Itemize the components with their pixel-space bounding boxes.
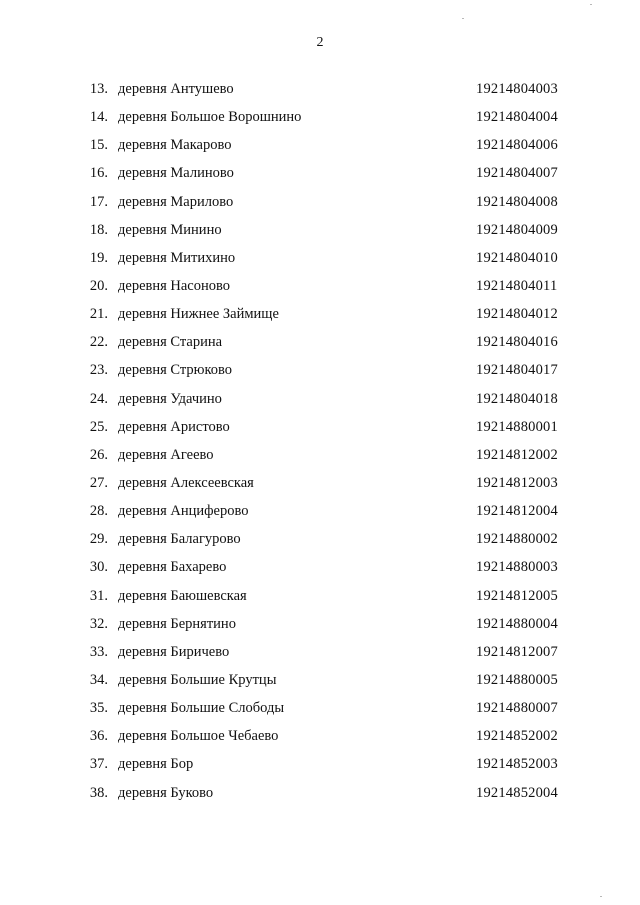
settlement-code: 19214880005 [476, 671, 558, 688]
row-number: 27. [89, 474, 108, 491]
settlement-code: 19214804012 [476, 306, 558, 323]
row-number: 22. [89, 334, 108, 351]
settlement-code: 19214880001 [476, 418, 558, 435]
row-number: 15. [89, 137, 108, 154]
settlement-code: 19214804017 [476, 362, 558, 379]
row-number: 23. [89, 362, 108, 379]
list-item [0, 164, 640, 192]
row-number: 14. [89, 109, 108, 126]
list-item [0, 558, 640, 586]
row-number: 29. [89, 531, 108, 548]
row-number: 33. [89, 643, 108, 660]
list-item [0, 361, 640, 389]
settlement-name: деревня Анциферово [118, 503, 249, 520]
settlement-name: деревня Буково [118, 784, 214, 801]
list-item [0, 446, 640, 474]
list-item [0, 333, 640, 361]
settlement-name: деревня Бор [118, 756, 194, 773]
settlement-name: деревня Марилово [118, 193, 234, 210]
list-item [0, 755, 640, 783]
row-number: 32. [89, 615, 108, 632]
settlement-code: 19214804016 [476, 334, 558, 351]
page-number: 2 [316, 35, 324, 50]
settlement-code: 19214804009 [476, 221, 558, 238]
list-item [0, 305, 640, 333]
settlement-name: деревня Баюшевская [118, 587, 247, 604]
settlement-name: деревня Бернятино [118, 615, 236, 632]
settlement-list [0, 80, 640, 812]
settlement-code: 19214804010 [476, 249, 558, 266]
row-number: 31. [89, 587, 108, 604]
list-item [0, 615, 640, 643]
settlement-name: деревня Бахарево [118, 559, 227, 576]
settlement-code: 19214880002 [476, 531, 558, 548]
settlement-name: деревня Агеево [118, 446, 214, 463]
list-item [0, 727, 640, 755]
settlement-code: 19214880004 [476, 615, 558, 632]
list-item [0, 699, 640, 727]
row-number: 25. [89, 418, 108, 435]
settlement-name: деревня Балагурово [118, 531, 241, 548]
settlement-code: 19214812002 [476, 446, 558, 463]
settlement-code: 19214812004 [476, 503, 558, 520]
row-number: 35. [89, 700, 108, 717]
list-item [0, 418, 640, 446]
row-number: 16. [89, 165, 108, 182]
list-item [0, 136, 640, 164]
settlement-code: 19214852003 [476, 756, 558, 773]
row-number: 26. [89, 446, 108, 463]
row-number: 21. [89, 306, 108, 323]
list-item [0, 108, 640, 136]
settlement-name: деревня Стрюково [118, 362, 233, 379]
settlement-name: деревня Макарово [118, 137, 232, 154]
settlement-name: деревня Митихино [118, 249, 236, 266]
list-item [0, 390, 640, 418]
row-number: 37. [89, 756, 108, 773]
settlement-name: деревня Минино [118, 221, 222, 238]
row-number: 30. [89, 559, 108, 576]
row-number: 17. [89, 193, 108, 210]
settlement-code: 19214852002 [476, 728, 558, 745]
list-item [0, 474, 640, 502]
settlement-name: деревня Биричево [118, 643, 230, 660]
scan-speck [590, 4, 592, 5]
scan-speck [462, 18, 464, 19]
list-item [0, 80, 640, 108]
settlement-name: деревня Старина [118, 334, 223, 351]
settlement-code: 19214880003 [476, 559, 558, 576]
list-item [0, 502, 640, 530]
settlement-name: деревня Удачино [118, 390, 222, 407]
settlement-code: 19214804006 [476, 137, 558, 154]
row-number: 28. [89, 503, 108, 520]
settlement-name: деревня Аристово [118, 418, 230, 435]
list-item [0, 530, 640, 558]
settlement-name: деревня Большое Ворошнино [118, 109, 302, 126]
list-item [0, 249, 640, 277]
list-item [0, 784, 640, 812]
row-number: 13. [89, 81, 108, 97]
row-number: 18. [89, 221, 108, 238]
settlement-code: 19214804004 [476, 109, 558, 126]
row-number: 24. [89, 390, 108, 407]
list-item [0, 671, 640, 699]
settlement-name: деревня Насоново [118, 277, 230, 294]
row-number: 19. [89, 249, 108, 266]
list-item [0, 221, 640, 249]
settlement-name: деревня Большое Чебаево [118, 728, 279, 745]
settlement-code: 19214880007 [476, 700, 558, 717]
list-item [0, 277, 640, 305]
row-number: 20. [89, 277, 108, 294]
row-number: 38. [89, 784, 108, 801]
settlement-code: 19214804018 [476, 390, 558, 407]
settlement-code: 19214852004 [476, 784, 558, 801]
settlement-code: 19214804011 [476, 277, 558, 294]
row-number: 36. [89, 728, 108, 745]
settlement-name: деревня Малиново [118, 165, 234, 182]
list-item [0, 643, 640, 671]
row-number: 34. [89, 671, 108, 688]
settlement-code: 19214812005 [476, 587, 558, 604]
settlement-name: деревня Большие Крутцы [118, 671, 277, 688]
list-item [0, 193, 640, 221]
settlement-name: деревня Нижнее Займище [118, 306, 279, 323]
scan-speck [600, 896, 602, 897]
settlement-code: 19214804007 [476, 165, 558, 182]
settlement-code: 19214804003 [476, 81, 558, 97]
settlement-code: 19214812007 [476, 643, 558, 660]
settlement-code: 19214804008 [476, 193, 558, 210]
settlement-name: деревня Алексеевская [118, 474, 254, 491]
settlement-name: деревня Большие Слободы [118, 700, 285, 717]
settlement-code: 19214812003 [476, 474, 558, 491]
list-item [0, 587, 640, 615]
settlement-name: деревня Антушево [118, 81, 234, 97]
